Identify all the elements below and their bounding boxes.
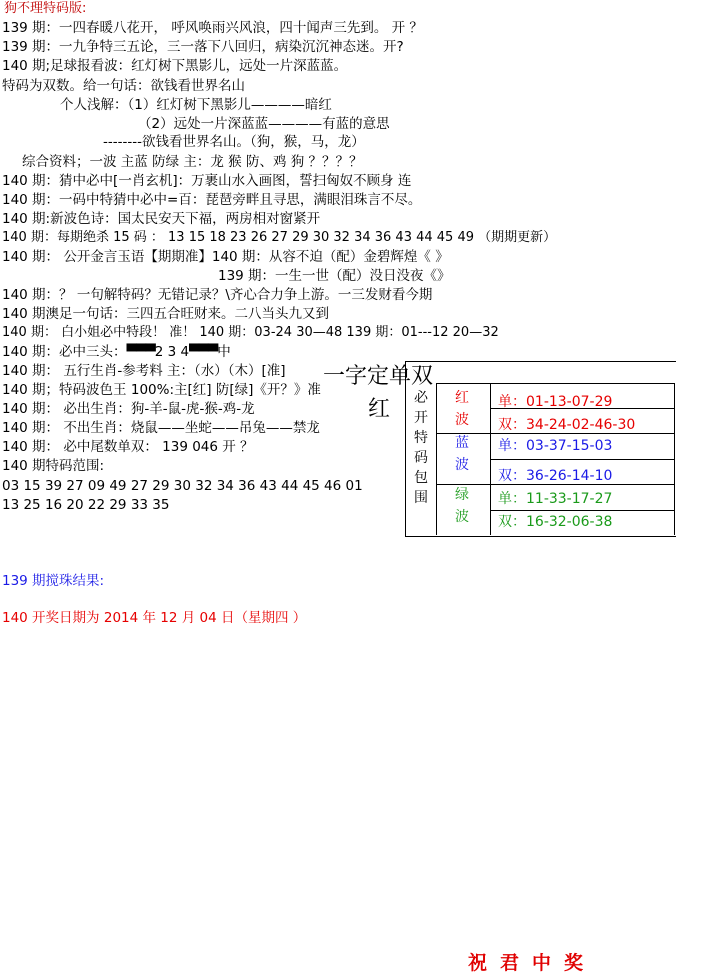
number-range: 03 15 39 27 09 49 27 29 30 32 34 36 43 44 45 46 01: [2, 478, 363, 494]
wave-label-red: 红 波: [455, 390, 469, 428]
text-line: 140 期;足球报看波：红灯树下黑影儿，远处一片深蓝蓝。: [2, 58, 348, 74]
wave-label-blue: 蓝 波: [455, 435, 469, 473]
text-line: 139 期：一四春暖八花开， 呼风唤雨兴风浪，四十闻声三先到。 开 ？: [2, 20, 423, 36]
box-vertical-label: 必 开 特 码 包 围: [414, 390, 428, 506]
text-line: 140 期：？ 一句解特码？无错记录？\齐心合力争上游。一三发财看今期: [2, 287, 433, 303]
text-line: --------欲钱看世界名山。（狗，猴，马，龙）: [103, 134, 365, 150]
blue-even-numbers: 双：36-26-14-10: [498, 468, 613, 484]
text-line: 140 期： 必出生肖：狗-羊-鼠-虎-猴-鸡-龙: [2, 401, 255, 417]
text-line: 140 期：猜中必中[一肖玄机]：万裹山水入画图，誓扫匈奴不顾身 连: [2, 173, 412, 189]
red-even-numbers: 双：34-24-02-46-30: [498, 417, 636, 433]
three-heads-numbers: 2 3 4: [154, 344, 190, 360]
box-divider: [436, 383, 437, 535]
text-line: （2）远处一片深蓝蓝————有蓝的意思: [138, 116, 390, 132]
box-divider: [490, 459, 675, 460]
text-line: 140 期:新波色诗：国太民安天下福，两房相对窗紧开: [2, 211, 321, 227]
box-title: 一字定单双: [323, 364, 434, 389]
text-line: 140 期： 五行生肖-参考料 主：（水）（木）[准]: [2, 363, 286, 379]
text-line: 140 期：一码中特猜中必中=百：琵琶旁畔且寻思，满眼泪珠言不尽。: [2, 192, 422, 208]
text-line: 综合资料；一波 主蓝 防绿 主：龙 猴 防、鸡 狗 ？？？？: [22, 154, 363, 170]
draw-date: 140 开奖日期为 2014 年 12 月 04 日（星期四 ）: [2, 610, 307, 626]
page-title: 狗不理特码版:: [4, 1, 87, 16]
text-line: 140 期： 白小姐必中特段！ 准！ 140 期：03-24 30—48 139 期：01---12 20—32: [2, 325, 499, 340]
green-even-numbers: 双：16-32-06-38: [498, 514, 613, 530]
box-divider: [436, 383, 675, 384]
text-line: 140 期：每期绝杀 15 码 ： 13 15 18 23 26 27 29 30 32 34 36 43 44 45 49 （期期更新）: [2, 230, 557, 245]
result-label: 139 期搅珠结果:: [2, 573, 105, 589]
bar-glyphs: ▀▀▀: [126, 344, 155, 360]
text-line: 140 期澳足一句话：三四五合旺财来。二八当头九又到: [2, 306, 330, 322]
green-odd-numbers: 单：11-33-17-27: [498, 491, 613, 507]
text-line: 140 期： 不出生肖：烧鼠——坐蛇——吊兔——禁龙: [2, 420, 320, 436]
text-line: 140 期特码范围:: [2, 458, 105, 474]
footer-greeting: 祝君中奖: [468, 952, 597, 974]
text-line: 个人浅解：（1）红灯树下黑影儿————暗红: [60, 97, 332, 113]
text-line: 139 期：一九争特三五论，三一落下八回归，病染沉沉神态迷。开?: [2, 39, 404, 55]
text-line: 140 期： 公开金言玉语【期期准】140 期：从容不迫（配）金碧辉煌《 》: [2, 249, 449, 265]
bar-glyphs: ▀▀▀: [189, 344, 218, 360]
text-line: 特码为双数。给一句话：欲钱看世界名山: [2, 78, 245, 94]
text-line: 139 期：一生一世（配）没日没夜《》: [218, 268, 451, 284]
red-odd-numbers: 单：01-13-07-29: [498, 394, 613, 410]
text-line: 140 期；特码波色王 100%:主[红] 防[绿]《开？》准: [2, 382, 321, 398]
three-heads-label: 140 期：必中三头：: [2, 344, 127, 360]
three-heads-tail: 中: [217, 344, 231, 360]
wave-label-green: 绿 波: [455, 487, 469, 525]
box-title-red: 红: [368, 397, 391, 422]
blue-odd-numbers: 单：03-37-15-03: [498, 438, 613, 454]
number-range: 13 25 16 20 22 29 33 35: [2, 497, 170, 513]
text-line: 140 期： 必中尾数单双： 139 046 开 ？: [2, 439, 254, 455]
text-line: [2, 343, 231, 361]
